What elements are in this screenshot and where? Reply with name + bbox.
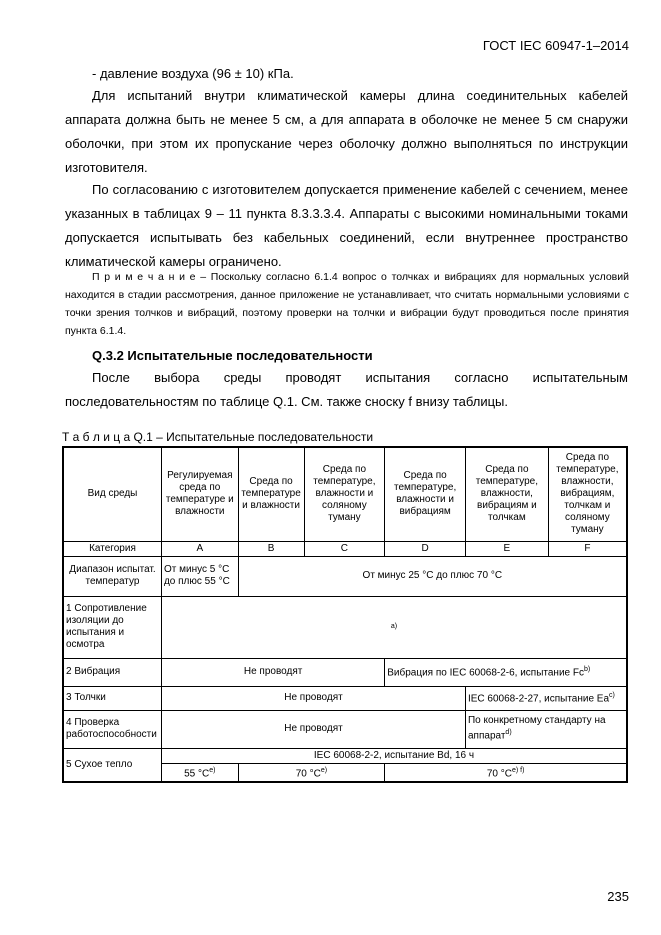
insulation-value: a) [161, 596, 627, 658]
table-caption: Т а б л и ц а Q.1 – Испытательные последовательности [62, 430, 374, 444]
dry-heat-def [385, 763, 627, 782]
header-env-f: Среда по температуре, влажности, вибрациям, толчкам и соляному туману [548, 447, 627, 541]
dry-heat-standard: IEC 60068-2-2, испытание Bd, 16 ч [161, 748, 627, 763]
temperature-range-label: Диапазон испытат. температур [63, 556, 161, 596]
dry-heat-label: 5 Сухое тепло [63, 748, 161, 782]
test-sequence-table [62, 446, 628, 783]
shock-standard [465, 686, 627, 710]
temperature-range-rest: От минус 25 °С до плюс 70 °С [238, 556, 627, 596]
vibration-standard-text: Вибрация по IEC 60068-2-6, испытание Fc [387, 667, 584, 679]
paragraph-agreement: По согласованию с изготовителем допускается применение кабелей с сечением, менее указанных в таблицах 9 – 11 пункта 8.3.3.3.4. Аппараты с высокими номинальными токами допускается испытывать без кабельных соединений, если внутреннее пространство климатической камеры ограничено. [65, 182, 628, 269]
shock-standard-text: IEC 60068-2-27, испытание Ea [467, 693, 610, 705]
dry-heat-def-footnote: e) f) [511, 766, 525, 774]
row-operability [63, 710, 627, 748]
vibration-footnote: b) [584, 666, 591, 674]
dry-heat-a [161, 763, 238, 782]
note-block [65, 268, 629, 340]
paragraph-cables: Для испытаний внутри климатической камеры длина соединительных кабелей аппарата должна быть не менее 5 см, а для аппарата в оболочке не менее 5 см снаружи оболочки, при этом их пропускание через оболочку должно выполняться по инструкции изготовителя. [65, 88, 628, 175]
temperature-range-a: От минус 5 °С до плюс 55 °С [161, 556, 238, 596]
shock-label: 3 Толчки [63, 686, 161, 710]
shock-not-performed: Не проводят [161, 686, 465, 710]
row-dry-heat-top [63, 748, 627, 763]
operability-standard-text: По конкретному стандарту на аппарат [467, 715, 606, 742]
note-text: – Поскольку согласно 6.1.4 вопрос о толчках и вибрациях для нормальных условий находится в стадии рассмотрения, данное приложение не устанавливает, что считать нормальными условиями с точки зрения толчков и вибраций, поэтому проверки на толчки и вибрации будут проводиться после принятия пункта 6.1.4. [65, 271, 629, 337]
category-a: A [161, 541, 238, 556]
row-insulation [63, 596, 627, 658]
insulation-label: 1 Сопротивление изоляции до испытания и осмотра [63, 596, 161, 658]
operability-not-performed: Не проводят [161, 710, 465, 748]
operability-standard [465, 710, 627, 748]
operability-label: 4 Проверка работоспособности [63, 710, 161, 748]
dry-heat-a-footnote: e) [209, 766, 216, 774]
header-env-e: Среда по температуре, влажности, вибрациям и толчкам [465, 447, 548, 541]
category-e: E [465, 541, 548, 556]
page-number: 235 [607, 889, 629, 904]
category-label: Категория [63, 541, 161, 556]
header-env-a: Регулируемая среда по температуре и влажности [161, 447, 238, 541]
row-shock [63, 686, 627, 710]
category-d: D [385, 541, 466, 556]
operability-footnote: d) [505, 729, 512, 737]
section-title: Q.3.2 Испытательные последовательности [92, 348, 373, 363]
dry-heat-a-text: 55 °С [184, 767, 210, 779]
header-env-c: Среда по температуре, влажности и соляному туману [304, 447, 385, 541]
note-label: П р и м е ч а н и е [92, 271, 196, 283]
dry-heat-bc-footnote: e) [320, 766, 328, 774]
row-vibration [63, 658, 627, 686]
document-header: ГОСТ IEC 60947-1–2014 [482, 38, 629, 53]
header-env-d: Среда по температуре, влажности и вибрациям [385, 447, 466, 541]
header-env-b: Среда по температуре и влажности [238, 447, 304, 541]
paragraph-sequence: После выбора среды проводят испытания согласно испытательным последовательностям по таблице Q.1. См. также сноску f внизу таблицы. [65, 370, 628, 409]
vibration-not-performed: Не проводят [161, 658, 384, 686]
category-f: F [548, 541, 627, 556]
paragraph-pressure: - давление воздуха (96 ± 10) кПа. [92, 66, 294, 81]
shock-footnote: c) [609, 692, 615, 700]
table-header-row [63, 447, 627, 541]
category-row [63, 541, 627, 556]
temperature-range-row [63, 556, 627, 596]
dry-heat-bc-text: 70 °С [295, 767, 321, 779]
header-environment-type: Вид среды [63, 447, 161, 541]
dry-heat-def-text: 70 °С [486, 767, 512, 779]
dry-heat-bc [238, 763, 385, 782]
vibration-label: 2 Вибрация [63, 658, 161, 686]
vibration-standard [385, 658, 627, 686]
category-b: B [238, 541, 304, 556]
category-c: C [304, 541, 385, 556]
